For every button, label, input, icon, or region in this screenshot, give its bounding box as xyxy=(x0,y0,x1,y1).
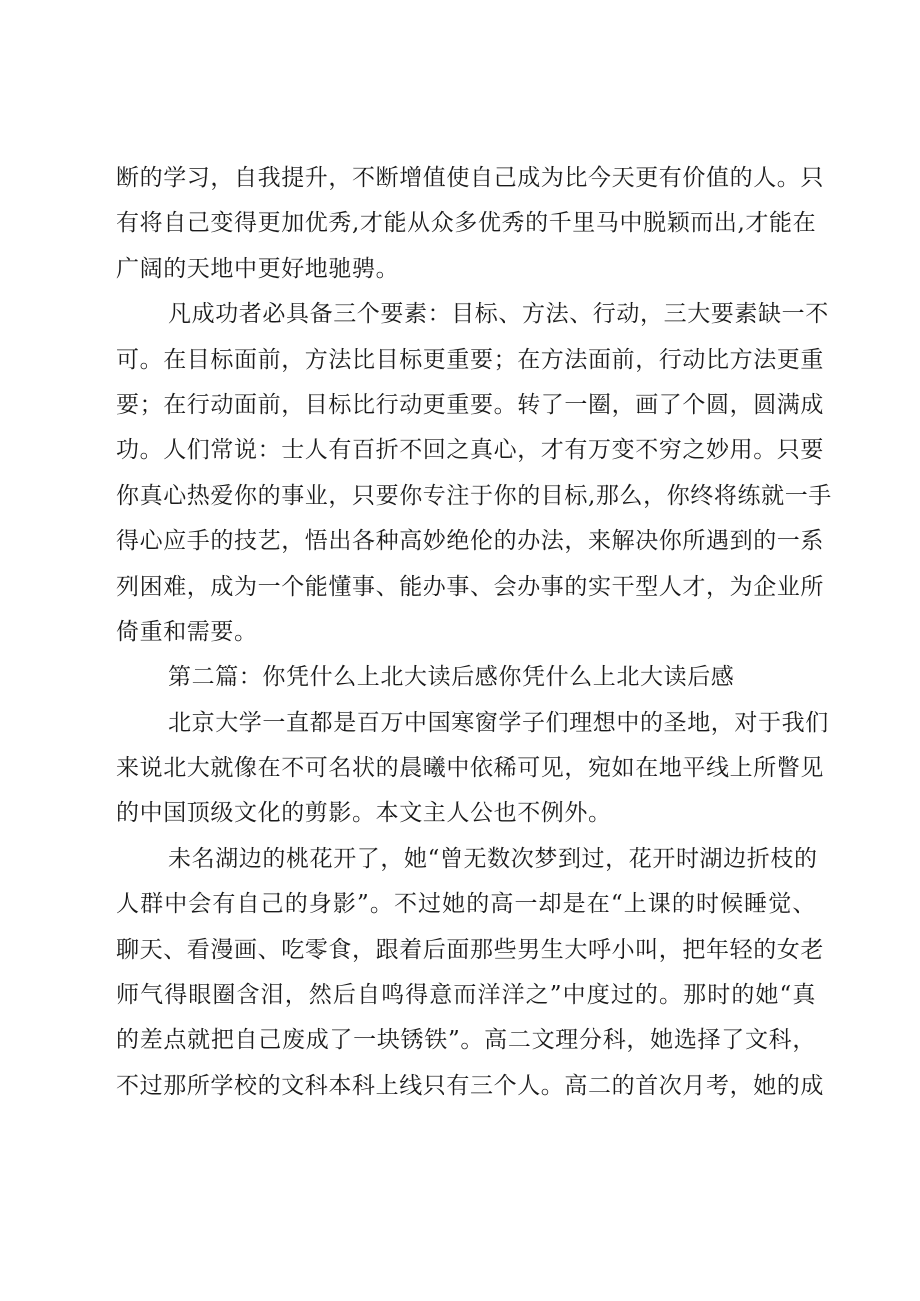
text-line: 人群中会有自己的身影”。不过她的高一却是在“上课的时候睡觉、 xyxy=(116,891,816,918)
text-line: 倚重和需要。 xyxy=(116,618,258,645)
text-line: 聊天、看漫画、吃零食，跟着后面那些男生大呼小叫，把年轻的女老 xyxy=(116,936,824,963)
section-heading xyxy=(116,655,816,700)
text-line: 广阔的天地中更好地驰骋。 xyxy=(116,255,400,282)
text-line: 不过那所学校的文科本科上线只有三个人。高二的首次月考，她的成 xyxy=(116,1072,824,1099)
text-line: 未名湖边的桃花开了，她“曾无数次梦到过，花开时湖边折枝的 xyxy=(168,845,818,872)
document-body xyxy=(116,156,832,1109)
paragraph-2 xyxy=(116,292,832,655)
text-line: 功。人们常说：士人有百折不回之真心，才有万变不穷之妙用。只要 xyxy=(116,437,824,464)
text-line: 列困难，成为一个能懂事、能办事、会办事的实干型人才，为企业所 xyxy=(116,573,824,600)
paragraph-1 xyxy=(116,156,824,292)
text-line: 你真心热爱你的事业，只要你专注于你的目标,那么，你终将练就一手 xyxy=(116,482,832,509)
paragraph-5 xyxy=(116,837,824,1109)
text-line: 得心应手的技艺，悟出各种高妙绝伦的办法，来解决你所遇到的一系 xyxy=(116,528,824,555)
text-line: 北京大学一直都是百万中国寒窗学子们理想中的圣地，对于我们 xyxy=(168,709,829,736)
text-line: 有将自己变得更加优秀,才能从众多优秀的千里马中脱颖而出,才能在 xyxy=(116,210,817,237)
text-line: 师气得眼圈含泪，然后自鸣得意而洋洋之”中度过的。那时的她“真 xyxy=(116,982,816,1009)
text-line: 断的学习，自我提升，不断增值使自己成为比今天更有价值的人。只 xyxy=(116,165,824,191)
text-line: 来说北大就像在不可名状的晨曦中依稀可见，宛如在地平线上所瞥见 xyxy=(116,755,824,782)
text-line: 可。在目标面前，方法比目标更重要；在方法面前，行动比方法更重 xyxy=(116,346,824,373)
paragraph-4 xyxy=(116,701,829,837)
text-line: 第二篇：你凭什么上北大读后感你凭什么上北大读后感 xyxy=(168,664,735,691)
text-line: 的中国顶级文化的剪影。本文主人公也不例外。 xyxy=(116,800,612,827)
text-line: 的差点就把自己废成了一块锈铁”。高二文理分科，她选择了文科， xyxy=(116,1027,816,1054)
text-line: 凡成功者必具备三个要素：目标、方法、行动，三大要素缺一不 xyxy=(168,301,829,328)
text-line: 要；在行动面前，目标比行动更重要。转了一圈，画了个圆，圆满成 xyxy=(116,391,824,418)
